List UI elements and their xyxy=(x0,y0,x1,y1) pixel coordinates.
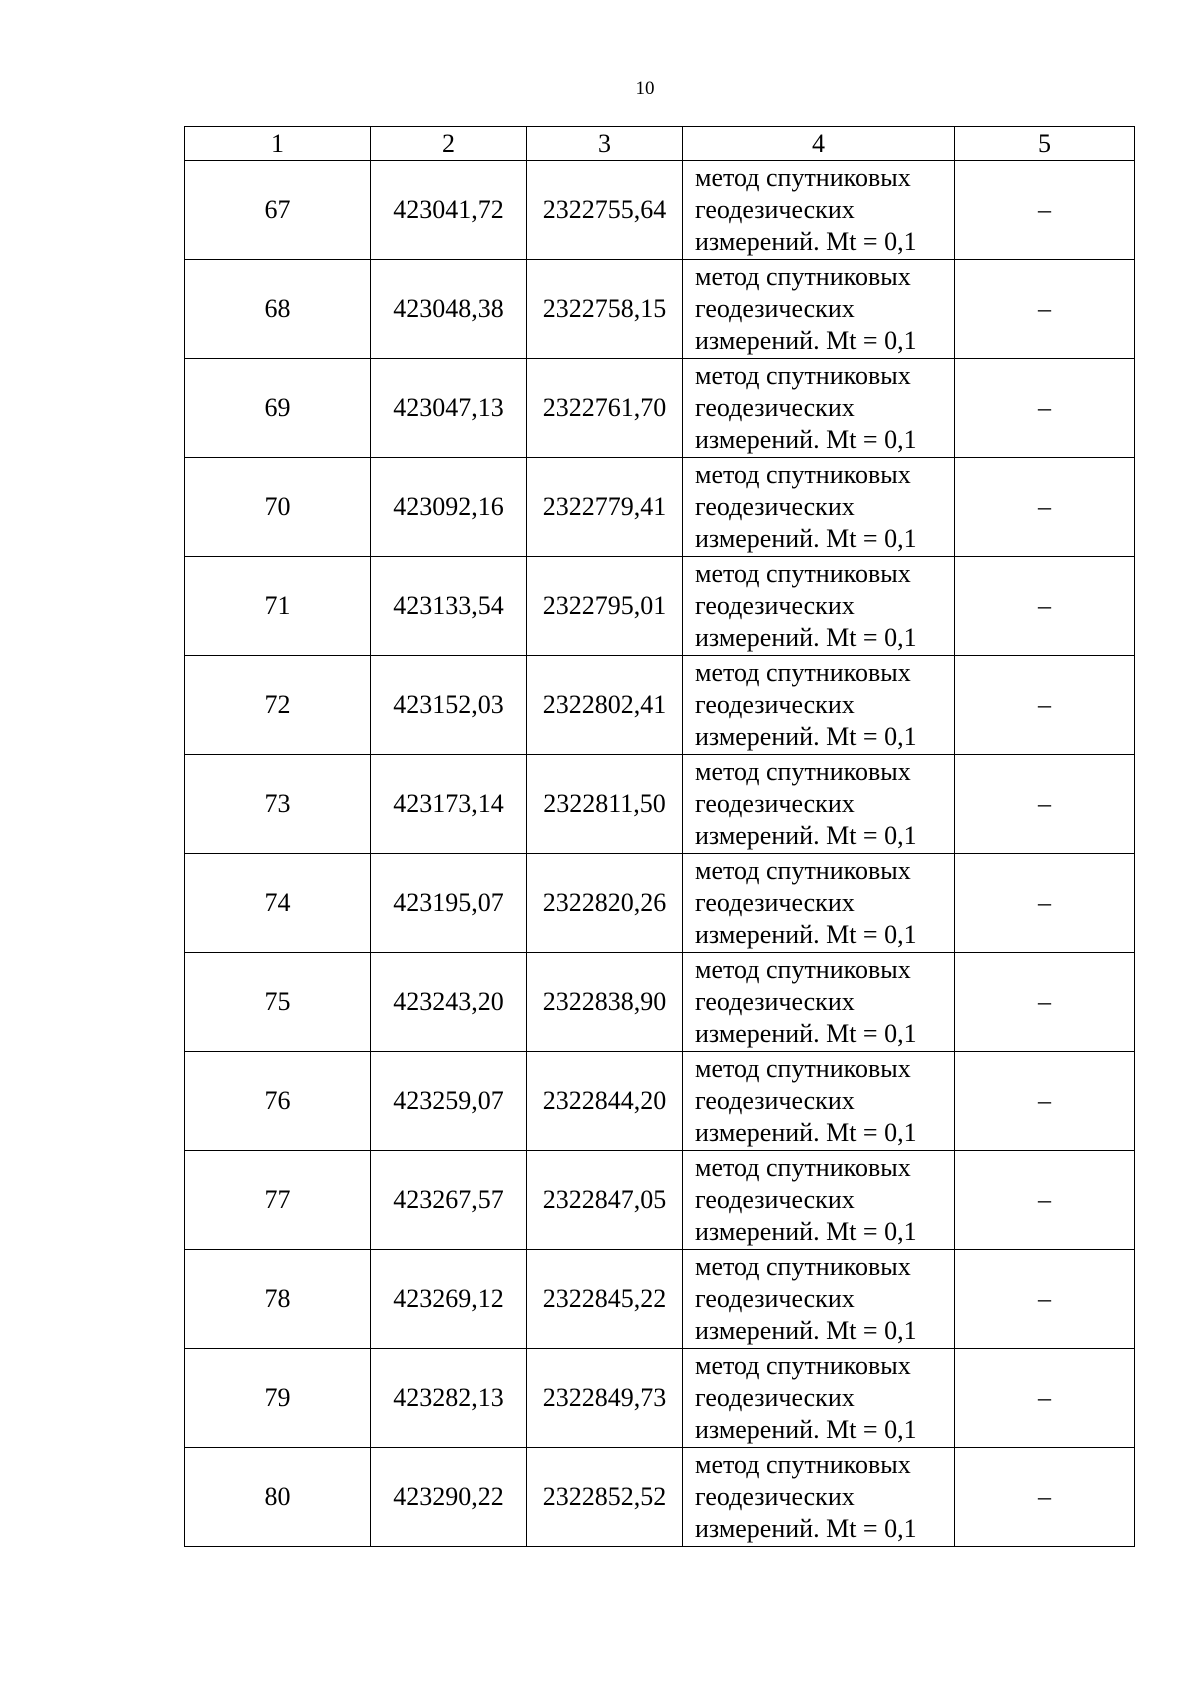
method-cell xyxy=(683,161,955,260)
method-line: измерений. Mt = 0,1 xyxy=(695,1415,917,1444)
y-coordinate-cell: 2322755,64 xyxy=(527,161,683,260)
method-line: измерений. Mt = 0,1 xyxy=(695,1316,917,1345)
method-line: метод спутниковых xyxy=(695,1153,911,1182)
x-coordinate-cell: 423195,07 xyxy=(371,854,527,953)
x-coordinate-cell: 423152,03 xyxy=(371,656,527,755)
description-cell: – xyxy=(955,458,1135,557)
description-cell: – xyxy=(955,755,1135,854)
header-cell-2: 2 xyxy=(371,127,527,161)
method-line: метод спутниковых xyxy=(695,262,911,291)
description-cell: – xyxy=(955,1151,1135,1250)
method-cell xyxy=(683,557,955,656)
x-coordinate-cell: 423092,16 xyxy=(371,458,527,557)
y-coordinate-cell: 2322838,90 xyxy=(527,953,683,1052)
table-row xyxy=(185,557,1135,656)
table-row xyxy=(185,1448,1135,1547)
description-cell: – xyxy=(955,161,1135,260)
method-line: измерений. Mt = 0,1 xyxy=(695,326,917,355)
method-line: геодезических xyxy=(695,789,855,818)
description-cell: – xyxy=(955,1052,1135,1151)
y-coordinate-cell: 2322795,01 xyxy=(527,557,683,656)
method-cell xyxy=(683,1349,955,1448)
table-row xyxy=(185,1349,1135,1448)
method-cell xyxy=(683,458,955,557)
method-line: метод спутниковых xyxy=(695,757,911,786)
method-cell xyxy=(683,359,955,458)
x-coordinate-cell: 423048,38 xyxy=(371,260,527,359)
y-coordinate-cell: 2322820,26 xyxy=(527,854,683,953)
method-cell xyxy=(683,1448,955,1547)
table-row xyxy=(185,1052,1135,1151)
description-cell: – xyxy=(955,1349,1135,1448)
table-row xyxy=(185,458,1135,557)
method-line: измерений. Mt = 0,1 xyxy=(695,524,917,553)
method-line: геодезических xyxy=(695,1482,855,1511)
method-cell xyxy=(683,1250,955,1349)
point-number-cell: 78 xyxy=(185,1250,371,1349)
point-number-cell: 73 xyxy=(185,755,371,854)
method-cell xyxy=(683,953,955,1052)
coordinates-table xyxy=(184,126,1135,1547)
y-coordinate-cell: 2322844,20 xyxy=(527,1052,683,1151)
point-number-cell: 69 xyxy=(185,359,371,458)
method-line: метод спутниковых xyxy=(695,1252,911,1281)
point-number-cell: 71 xyxy=(185,557,371,656)
point-number-cell: 68 xyxy=(185,260,371,359)
method-line: измерений. Mt = 0,1 xyxy=(695,623,917,652)
table-row xyxy=(185,161,1135,260)
method-line: геодезических xyxy=(695,690,855,719)
point-number-cell: 76 xyxy=(185,1052,371,1151)
method-line: измерений. Mt = 0,1 xyxy=(695,1118,917,1147)
y-coordinate-cell: 2322761,70 xyxy=(527,359,683,458)
method-line: метод спутниковых xyxy=(695,1351,911,1380)
x-coordinate-cell: 423133,54 xyxy=(371,557,527,656)
method-cell xyxy=(683,260,955,359)
header-cell-1: 1 xyxy=(185,127,371,161)
table-row xyxy=(185,260,1135,359)
x-coordinate-cell: 423047,13 xyxy=(371,359,527,458)
description-cell: – xyxy=(955,557,1135,656)
method-cell xyxy=(683,1052,955,1151)
method-line: метод спутниковых xyxy=(695,1054,911,1083)
method-line: метод спутниковых xyxy=(695,955,911,984)
method-line: геодезических xyxy=(695,1086,855,1115)
x-coordinate-cell: 423041,72 xyxy=(371,161,527,260)
header-cell-5: 5 xyxy=(955,127,1135,161)
method-line: метод спутниковых xyxy=(695,658,911,687)
method-cell xyxy=(683,656,955,755)
y-coordinate-cell: 2322779,41 xyxy=(527,458,683,557)
method-line: метод спутниковых xyxy=(695,856,911,885)
table-row xyxy=(185,656,1135,755)
x-coordinate-cell: 423259,07 xyxy=(371,1052,527,1151)
page-number: 10 xyxy=(635,78,655,99)
method-line: измерений. Mt = 0,1 xyxy=(695,425,917,454)
table-row xyxy=(185,359,1135,458)
table-row xyxy=(185,1250,1135,1349)
description-cell: – xyxy=(955,854,1135,953)
table-row xyxy=(185,953,1135,1052)
y-coordinate-cell: 2322758,15 xyxy=(527,260,683,359)
method-line: измерений. Mt = 0,1 xyxy=(695,1217,917,1246)
method-line: метод спутниковых xyxy=(695,460,911,489)
table-row xyxy=(185,854,1135,953)
method-line: метод спутниковых xyxy=(695,1450,911,1479)
method-line: метод спутниковых xyxy=(695,163,911,192)
description-cell: – xyxy=(955,260,1135,359)
y-coordinate-cell: 2322845,22 xyxy=(527,1250,683,1349)
header-row xyxy=(185,127,1135,161)
point-number-cell: 79 xyxy=(185,1349,371,1448)
x-coordinate-cell: 423243,20 xyxy=(371,953,527,1052)
table-row xyxy=(185,1151,1135,1250)
method-line: геодезических xyxy=(695,1185,855,1214)
description-cell: – xyxy=(955,1250,1135,1349)
y-coordinate-cell: 2322802,41 xyxy=(527,656,683,755)
method-line: геодезических xyxy=(695,1284,855,1313)
method-cell xyxy=(683,755,955,854)
method-line: геодезических xyxy=(695,987,855,1016)
method-line: метод спутниковых xyxy=(695,559,911,588)
method-line: измерений. Mt = 0,1 xyxy=(695,1514,917,1543)
point-number-cell: 67 xyxy=(185,161,371,260)
method-line: измерений. Mt = 0,1 xyxy=(695,722,917,751)
method-cell xyxy=(683,854,955,953)
point-number-cell: 74 xyxy=(185,854,371,953)
method-line: измерений. Mt = 0,1 xyxy=(695,821,917,850)
method-line: геодезических xyxy=(695,195,855,224)
method-line: метод спутниковых xyxy=(695,361,911,390)
method-line: геодезических xyxy=(695,492,855,521)
description-cell: – xyxy=(955,953,1135,1052)
point-number-cell: 80 xyxy=(185,1448,371,1547)
x-coordinate-cell: 423173,14 xyxy=(371,755,527,854)
method-line: геодезических xyxy=(695,591,855,620)
description-cell: – xyxy=(955,656,1135,755)
y-coordinate-cell: 2322847,05 xyxy=(527,1151,683,1250)
method-line: геодезических xyxy=(695,888,855,917)
table-body xyxy=(185,127,1135,1547)
method-line: измерений. Mt = 0,1 xyxy=(695,920,917,949)
method-line: геодезических xyxy=(695,1383,855,1412)
description-cell: – xyxy=(955,1448,1135,1547)
header-cell-4: 4 xyxy=(683,127,955,161)
method-line: геодезических xyxy=(695,393,855,422)
method-line: геодезических xyxy=(695,294,855,323)
point-number-cell: 70 xyxy=(185,458,371,557)
point-number-cell: 77 xyxy=(185,1151,371,1250)
method-line: измерений. Mt = 0,1 xyxy=(695,1019,917,1048)
method-cell xyxy=(683,1151,955,1250)
method-line: измерений. Mt = 0,1 xyxy=(695,227,917,256)
x-coordinate-cell: 423282,13 xyxy=(371,1349,527,1448)
x-coordinate-cell: 423267,57 xyxy=(371,1151,527,1250)
header-cell-3: 3 xyxy=(527,127,683,161)
x-coordinate-cell: 423290,22 xyxy=(371,1448,527,1547)
point-number-cell: 75 xyxy=(185,953,371,1052)
x-coordinate-cell: 423269,12 xyxy=(371,1250,527,1349)
point-number-cell: 72 xyxy=(185,656,371,755)
table-row xyxy=(185,755,1135,854)
description-cell: – xyxy=(955,359,1135,458)
y-coordinate-cell: 2322811,50 xyxy=(527,755,683,854)
y-coordinate-cell: 2322852,52 xyxy=(527,1448,683,1547)
y-coordinate-cell: 2322849,73 xyxy=(527,1349,683,1448)
